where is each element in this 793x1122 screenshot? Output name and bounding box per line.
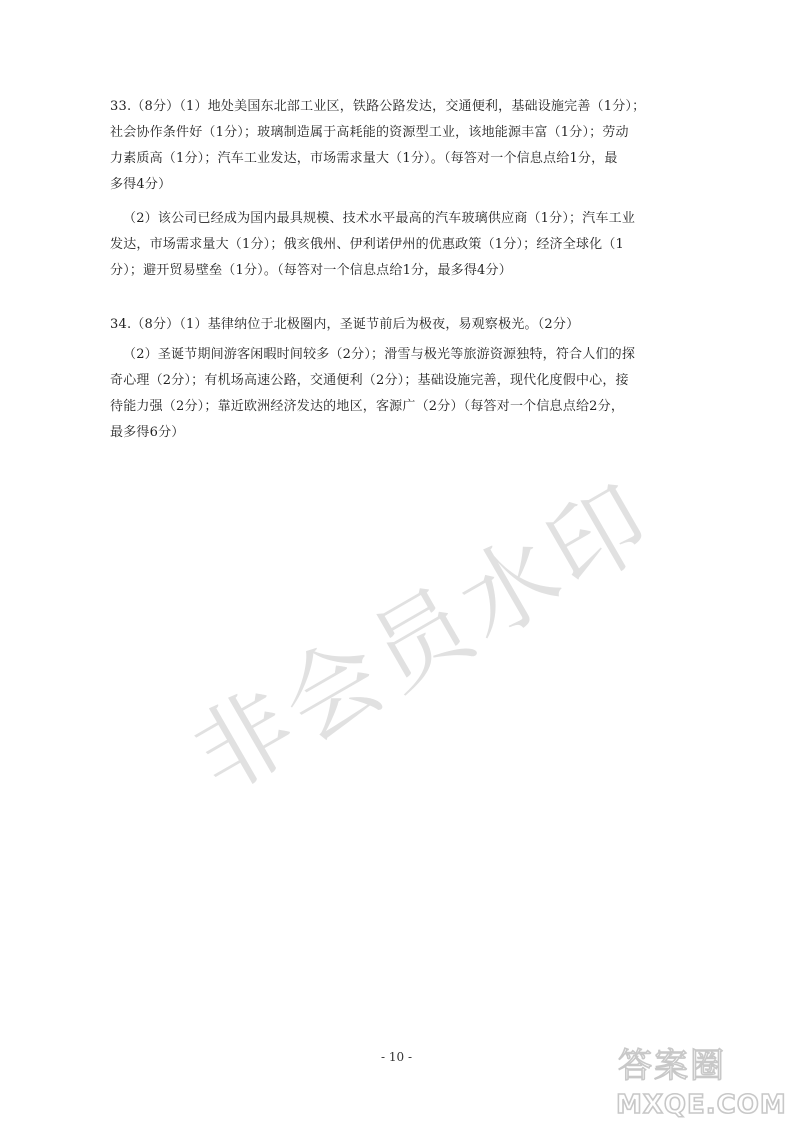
answer-line: 发达，市场需求量大（1分）；俄亥俄州、伊利诺伊州的优惠政策（1分）；经济全球化（1 — [110, 237, 625, 252]
question-33-part-2 — [110, 206, 660, 284]
answer-line: （2）该公司已经成为国内最具规模、技术水平最高的汽车玻璃供应商（1分）；汽车工业 — [123, 211, 636, 226]
answer-line: 社会协作条件好（1分）；玻璃制造属于高耗能的资源型工业，该地能源丰富（1分）；劳动 — [110, 125, 629, 140]
logo-text: 答案圈 — [618, 1046, 726, 1086]
answer-line: 多得4分） — [110, 177, 172, 192]
answer-line: 分）；避开贸易壁垒（1分）。（每答对一个信息点给1分，最多得4分） — [110, 263, 512, 278]
answer-line: 奇心理（2分）；有机场高速公路，交通便利（2分）；基础设施完善，现代化度假中心，接 — [110, 373, 629, 388]
site-logo — [610, 1035, 790, 1120]
answer-line: 34.（8分）（1）基律纳位于北极圈内，圣诞节前后为极夜，易观察极光。（2分） — [110, 317, 580, 332]
answer-line: （2）圣诞节期间游客闲暇时间较多（2分）；滑雪与极光等旅游资源独特，符合人们的探 — [123, 347, 636, 362]
question-34-part-1 — [110, 312, 660, 338]
answer-line: 33.（8分）（1）地处美国东北部工业区，铁路公路发达，交通便利，基础设施完善（1分）； — [110, 99, 646, 114]
question-33-part-1 — [110, 94, 660, 198]
page-number: - 10 - — [380, 1050, 412, 1064]
logo-url-text: MXQE.COM — [616, 1090, 787, 1120]
answer-line: 最多得6分） — [110, 425, 185, 440]
watermark: 非会员水印 — [175, 462, 673, 815]
answer-line: 力素质高（1分）；汽车工业发达，市场需求量大（1分）。（每答对一个信息点给1分，最 — [110, 151, 618, 166]
question-34-part-2 — [110, 342, 660, 446]
answer-line: 待能力强（2分）；靠近欧洲经济发达的地区，客源广（2分）（每答对一个信息点给2分， — [110, 399, 625, 414]
